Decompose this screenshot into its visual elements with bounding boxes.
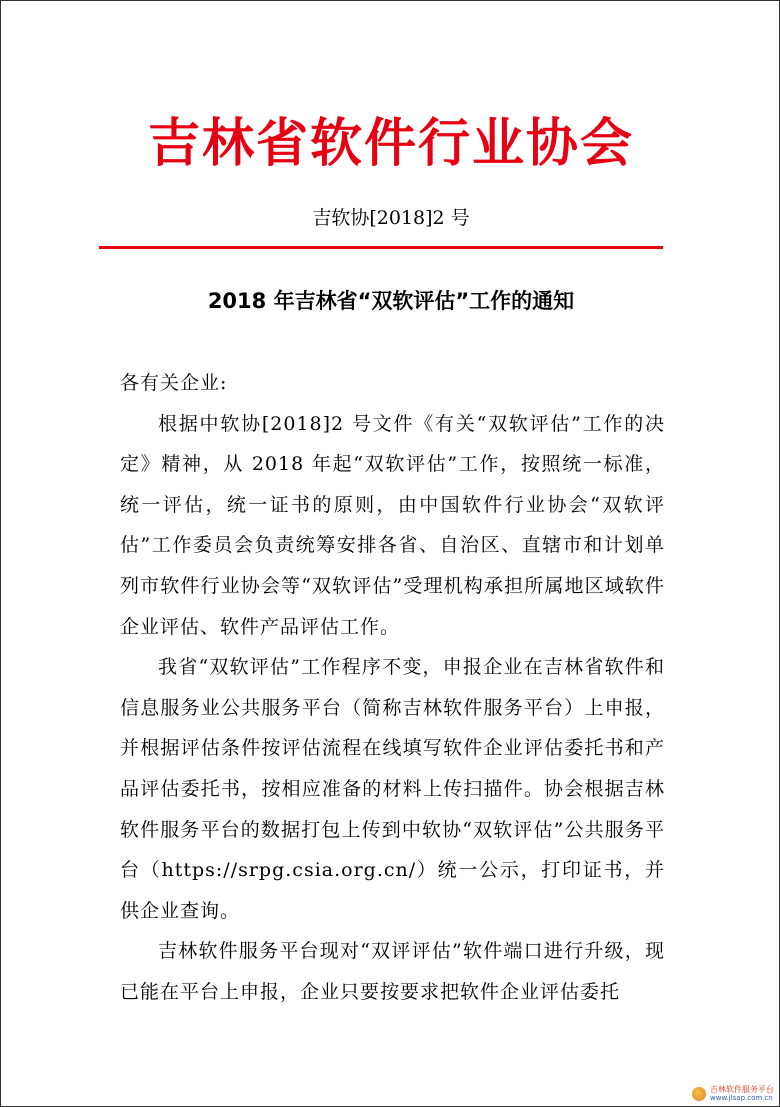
footer-watermark-logo <box>692 1085 774 1103</box>
body-paragraph-3: 吉林软件服务平台现对“双评评估”软件端口进行升级，现已能在平台上申报，企业只要按要求把软件企业评估委托 <box>120 940 665 1003</box>
red-divider-line <box>99 246 663 249</box>
logo-mark-icon <box>692 1087 706 1101</box>
logo-url: www.jlsap.com.cn <box>710 1094 773 1102</box>
logo-name: 吉林软件服务平台 <box>710 1085 774 1094</box>
document-number: 吉软协[2018]2 号 <box>312 207 470 229</box>
body-paragraph-1: 根据中软协[2018]2 号文件《有关“双软评估”工作的决定》精神，从 2018 年起“双软评估”工作，按照统一标准，统一评估，统一证书的原则，由中国软件行业协会“双软评估”工作委员会负责统筹安排各省、自治区、直辖市和计划单列市软件行业协会等“双软评估”受理机构承担所属地区域软件企业评估、软件产品评估工作。 <box>120 412 665 638</box>
body-paragraph-2: 我省“双软评估”工作程序不变，申报企业在吉林省软件和信息服务业公共服务平台（简称吉林软件服务平台）上申报，并根据评估条件按评估流程在线填写软件企业评估委托书和产品评估委托书，按相应准备的材料上传扫描件。协会根据吉林软件服务平台的数据打包上传到中软协“双软评估”公共服务平台（https://srpg.csia.org.cn/）统一公示，打印证书，并供企业查询。 <box>120 656 665 922</box>
notice-title: 2018 年吉林省“双软评估”工作的通知 <box>207 289 575 313</box>
notice-body <box>120 363 665 1013</box>
organization-title: 吉林省软件行业协会 <box>147 114 634 174</box>
salutation: 各有关企业: <box>120 372 228 394</box>
